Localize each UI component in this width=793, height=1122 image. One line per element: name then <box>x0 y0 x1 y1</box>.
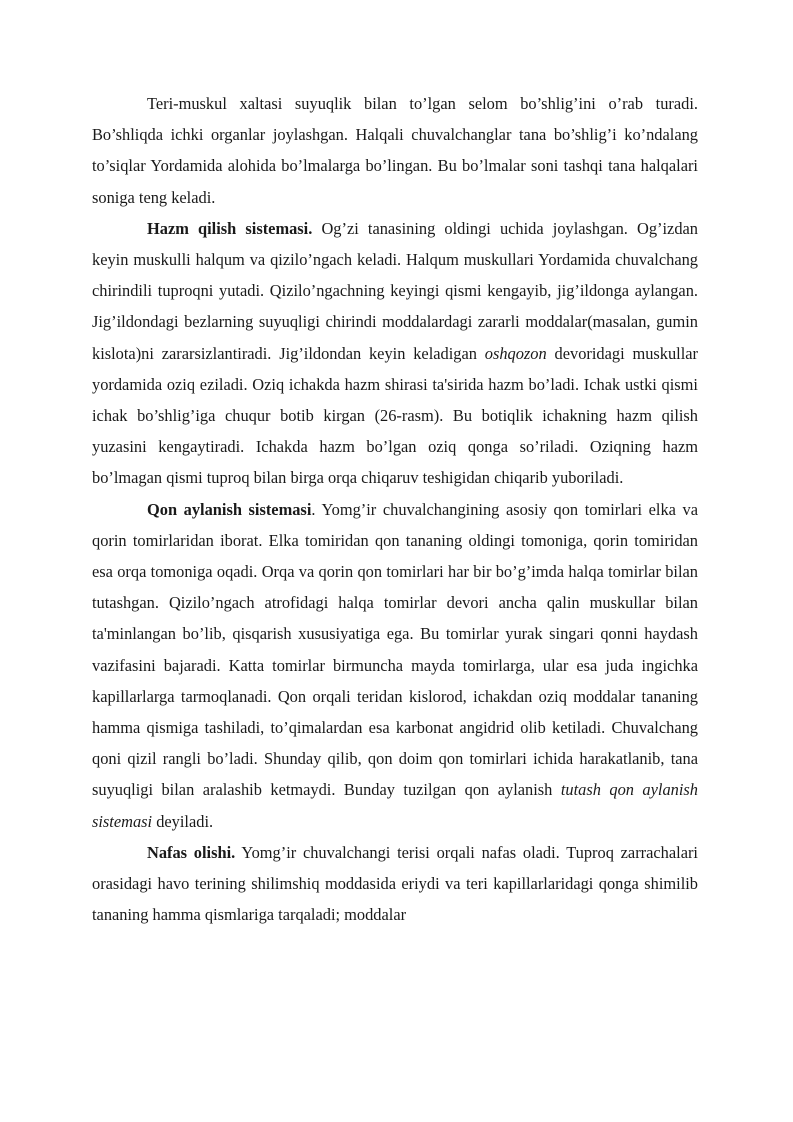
paragraph-text: deyiladi. <box>152 811 214 831</box>
paragraph-respiration <box>92 837 698 931</box>
section-heading-digestive: Hazm qilish sistemasi. <box>147 218 313 238</box>
italic-term-closed-circulation: tutash qon aylanish sistemasi <box>92 780 698 831</box>
section-heading-circulatory: Qon aylanish sistemasi <box>147 499 312 519</box>
section-heading-respiration: Nafas olishi. <box>147 842 236 862</box>
paragraph-text: Teri-muskul xaltasi suyuqlik bilan to’lgan selom bo’shlig’ini o’rab turadi. Bo’shliqda ichki organlar joylashgan. Halqali chuvalchanglar tana bo’shlig’i ko’ndalang to’siqlar Yordamida alohida bo’lmalarga bo’lingan. Bu bo’lmalar soni tashqi tana halqalari soniga teng keladi. <box>92 94 698 207</box>
paragraph-digestive-system <box>92 213 698 494</box>
italic-term-oshqozon: oshqozon <box>484 343 547 363</box>
document-page <box>92 88 698 930</box>
paragraph-text: devoridagi muskullar yordamida oziq eziladi. Oziq ichakda hazm shirasi ta'sirida hazm bo’ladi. Ichak ustki qismi ichak bo’shlig’iga chuqur botib kirgan (26-rasm). Bu botiqlik ichakning hazm qilish yuzasini kengaytiradi. Ichakda hazm bo’lgan oziq qonga so’riladi. Oziqning hazm bo’lmagan qismi tuproq bilan birga orqa chiqaruv teshigidan chiqarib yuboriladi. <box>92 343 698 488</box>
paragraph-text: Yomg’ir chuvalchangi terisi orqali nafas oladi. Tuproq zarrachalari orasidagi havo terining shilimshiq moddasida eriydi va teri kapillarlaridagi qonga shimilib tananing hamma qismlariga tarqaladi; moddalar <box>92 842 698 925</box>
paragraph-body-cavity <box>92 88 698 213</box>
paragraph-text: . Yomg’ir chuvalchangining asosiy qon tomirlari elka va qorin tomirlaridan iborat. Elka tomiridan qon tananing oldingi tomoniga, qorin tomiridan esa orqa tomoniga oqadi. Orqa va qorin qon tomirlari har bir bo’g’imda halqa tomirlar bilan tutashgan. Qizilo’ngach atrofidagi halqa tomirlar devori ancha qalin muskullar bilan ta'minlangan bo’lib, qisqarish xususiyatiga ega. Bu tomirlar yurak singari qonni haydash vazifasini bajaradi. Katta tomirlar birmuncha mayda tomirlarga, ular esa juda ingichka kapillarlarga tarmoqlanadi. Qon orqali teridan kislorod, ichakdan oziq moddalar tananing hamma qismiga tashiladi, to’qimalardan esa karbonat angidrid olib ketiladi. Chuvalchang qoni qizil rangli bo’ladi. Shunday qilib, qon doim qon tomirlari ichida harakatlanib, tana suyuqligi bilan aralashib ketmaydi. Bunday tuzilgan qon aylanish <box>92 499 698 800</box>
paragraph-text: Og’zi tanasining oldingi uchida joylashgan. Og’izdan keyin muskulli halqum va qizilo’ngach keladi. Halqum muskullari Yordamida chuvalchang chirindili tuproqni yutadi. Qizilo’ngachning keyingi qismi kengayib, jig’ildonga aylangan. Jig’ildondagi bezlarning suyuqligi chirindi moddalardagi zararli moddalar(masalan, gumin kislota)ni zararsizlantiradi. Jig’ildondan keyin keladigan <box>92 218 698 363</box>
paragraph-circulatory-system <box>92 494 698 837</box>
